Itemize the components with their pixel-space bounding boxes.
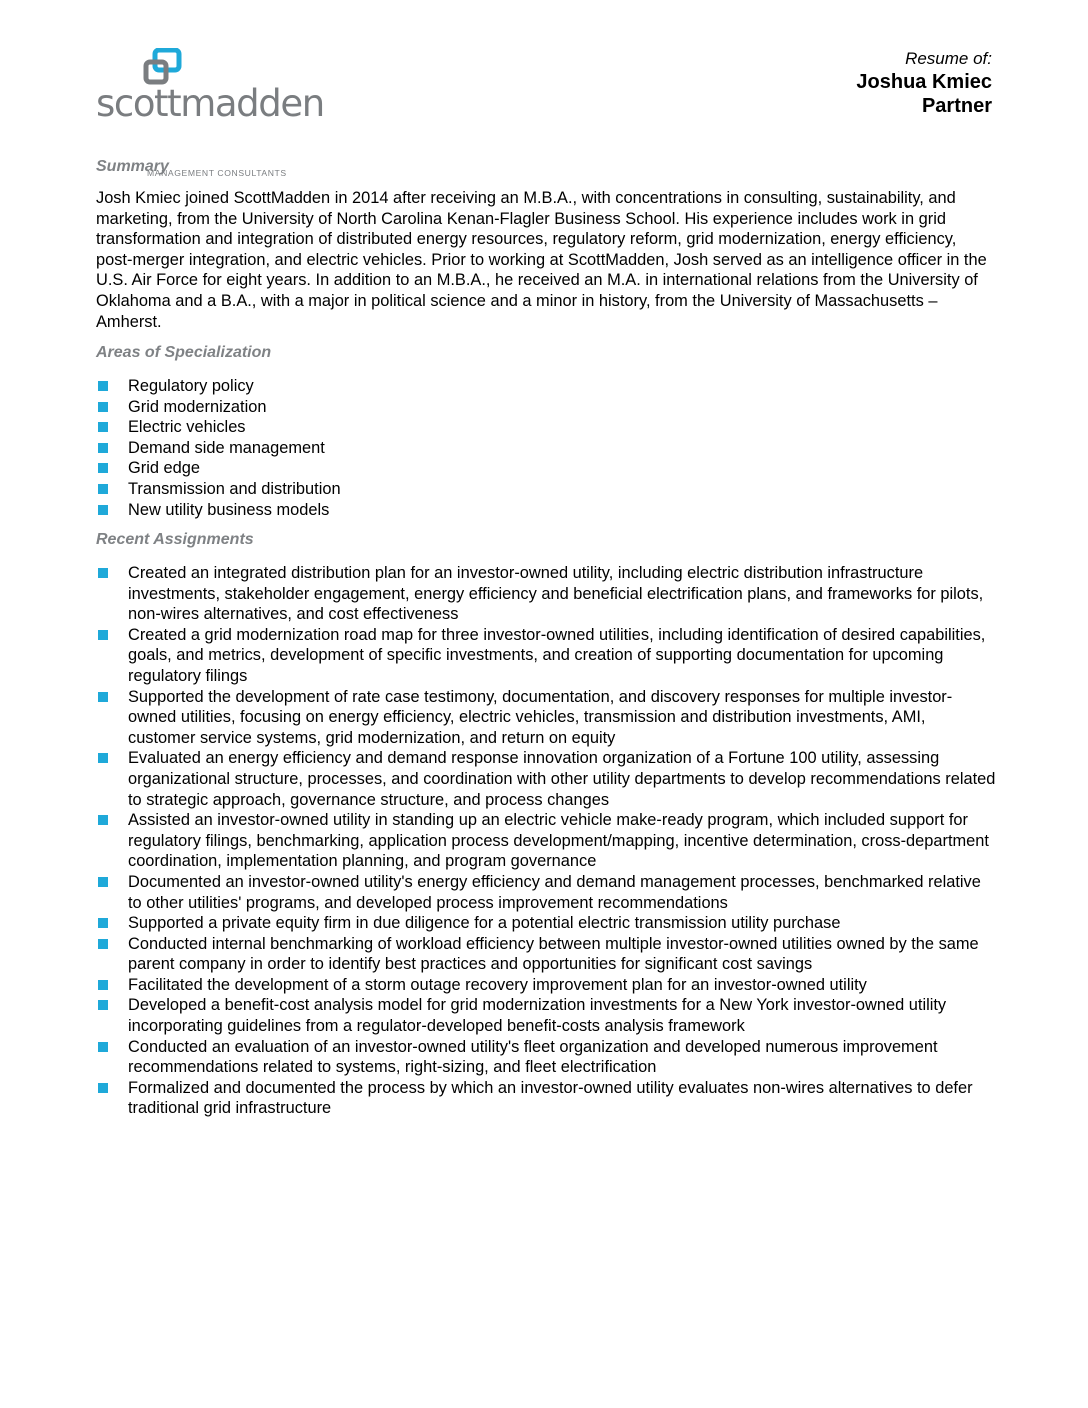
specialization-item-text: Demand side management bbox=[128, 438, 325, 457]
resume-header bbox=[856, 48, 992, 118]
person-title: Partner bbox=[921, 95, 992, 117]
assignment-item-text: Documented an investor-owned utility's energy efficiency and demand management processes, benchmarked relative to other utilities' programs, and developed process improvement recommendations bbox=[128, 872, 981, 912]
specialization-item bbox=[96, 458, 996, 479]
bullet-square-icon bbox=[98, 980, 108, 990]
assignment-item bbox=[96, 687, 996, 749]
assignment-item-text: Supported a private equity firm in due diligence for a potential electric transmission utility purchase bbox=[128, 914, 841, 933]
assignment-item bbox=[96, 995, 996, 1036]
bullet-square-icon bbox=[98, 918, 108, 928]
summary-text: Josh Kmiec joined ScottMadden in 2014 after receiving an M.B.A., with concentrations in consulting, sustainability, and marketing, from the University of North Carolina Kenan-Flagler Business School. His experience includes work in grid transformation and integration of distributed energy resources, regulatory reform, grid modernization, energy efficiency, post-merger integration, and electric vehicles. Prior to working at ScottMadden, Josh served as an intelligence officer in the U.S. Air Force for eight years. In addition to an M.B.A., he received an M.A. in international relations from the University of Oklahoma and a B.A., with a major in political science and a minor in history, from the University of Massachusetts – Amherst. bbox=[96, 189, 987, 331]
bullet-square-icon bbox=[98, 381, 108, 391]
bullet-square-icon bbox=[98, 1042, 108, 1052]
assignment-item-text: Evaluated an energy efficiency and demand response innovation organization of a Fortune 100 utility, assessing organizational structure, processes, and coordination with other utility departments to develop recommendations related to strategic approach, governance structure, and process changes bbox=[128, 749, 996, 809]
assignment-item bbox=[96, 913, 996, 934]
assignment-item-text: Developed a benefit-cost analysis model for grid modernization investments for a New York investor-owned utility incorporating guidelines from a regulator-developed benefit-costs analysis framework bbox=[128, 996, 947, 1036]
assignment-item bbox=[96, 872, 996, 913]
assignments-list bbox=[96, 563, 996, 1119]
specialization-item bbox=[96, 500, 996, 521]
logo-subtitle: MANAGEMENT CONSULTANTS bbox=[147, 168, 287, 178]
bullet-square-icon bbox=[98, 463, 108, 473]
bullet-square-icon bbox=[98, 692, 108, 702]
assignment-item bbox=[96, 563, 996, 625]
bullet-square-icon bbox=[98, 568, 108, 578]
assignment-item bbox=[96, 748, 996, 810]
assignments-heading: Recent Assignments bbox=[96, 531, 254, 548]
specialization-item-text: Grid modernization bbox=[128, 397, 267, 416]
bullet-square-icon bbox=[98, 939, 108, 949]
assignment-item bbox=[96, 625, 996, 687]
bullet-square-icon bbox=[98, 1083, 108, 1093]
assignment-item-text: Conducted an evaluation of an investor-owned utility's fleet organization and developed numerous improvement recommendations related to systems, right-sizing, and fleet electrification bbox=[128, 1037, 938, 1077]
bullet-square-icon bbox=[98, 815, 108, 825]
assignment-item-text: Facilitated the development of a storm outage recovery improvement plan for an investor-owned utility bbox=[128, 975, 867, 994]
specialization-item bbox=[96, 438, 996, 459]
specialization-item-text: Transmission and distribution bbox=[128, 479, 341, 498]
assignment-item-text: Supported the development of rate case testimony, documentation, and discovery responses for multiple investor-owned utilities, focusing on energy efficiency, electric vehicles, transmission and distribution investments, AMI, customer service systems, grid modernization, and return on equity bbox=[128, 687, 953, 747]
assignment-item-text: Created an integrated distribution plan for an investor-owned utility, including electric distribution infrastructure investments, stakeholder engagement, energy efficiency and beneficial electrification plans, and frameworks for pilots, non-wires alternatives, and cost effectiveness bbox=[128, 564, 984, 624]
specialization-heading: Areas of Specialization bbox=[96, 344, 272, 361]
assignment-item bbox=[96, 810, 996, 872]
specialization-item-text: Regulatory policy bbox=[128, 377, 254, 395]
assignment-item bbox=[96, 975, 996, 996]
assignment-item bbox=[96, 934, 996, 975]
assignment-item bbox=[96, 1037, 996, 1078]
bullet-square-icon bbox=[98, 505, 108, 515]
specialization-item bbox=[96, 417, 996, 438]
bullet-square-icon bbox=[98, 443, 108, 453]
bullet-square-icon bbox=[98, 753, 108, 763]
specialization-item-text: New utility business models bbox=[128, 500, 330, 519]
assignment-item-text: Conducted internal benchmarking of workload efficiency between multiple investor-owned utilities owned by the same parent company in order to identify best practices and opportunities for significant cost savings bbox=[128, 934, 979, 974]
specialization-item bbox=[96, 376, 996, 397]
bullet-square-icon bbox=[98, 422, 108, 432]
assignment-item bbox=[96, 1078, 996, 1119]
bullet-square-icon bbox=[98, 484, 108, 494]
person-name: Joshua Kmiec bbox=[856, 71, 992, 93]
specialization-item bbox=[96, 479, 996, 500]
resume-of-label: Resume of: bbox=[905, 49, 992, 68]
specialization-item-text: Electric vehicles bbox=[128, 418, 246, 437]
specialization-list bbox=[96, 376, 996, 520]
assignment-item-text: Assisted an investor-owned utility in standing up an electric vehicle make-ready program, which included support for regulatory filings, benchmarking, application process development/mapping, incentive determination, cross-department coordination, implementation planning, and program governance bbox=[128, 811, 989, 871]
bullet-square-icon bbox=[98, 1000, 108, 1010]
summary-heading: Summary bbox=[96, 158, 169, 175]
bullet-square-icon bbox=[98, 402, 108, 412]
bullet-square-icon bbox=[98, 877, 108, 887]
specialization-item-text: Grid edge bbox=[128, 459, 200, 478]
bullet-square-icon bbox=[98, 630, 108, 640]
logo-wordmark: scottmadden bbox=[96, 82, 324, 125]
specialization-item bbox=[96, 397, 996, 418]
assignment-item-text: Created a grid modernization road map for three investor-owned utilities, including identification of desired capabilities, goals, and metrics, development of specific investments, and creation of supporting documentation for upcoming regulatory filings bbox=[128, 625, 986, 685]
assignment-item-text: Formalized and documented the process by which an investor-owned utility evaluates non-wires alternatives to defer traditional grid infrastructure bbox=[128, 1078, 973, 1118]
